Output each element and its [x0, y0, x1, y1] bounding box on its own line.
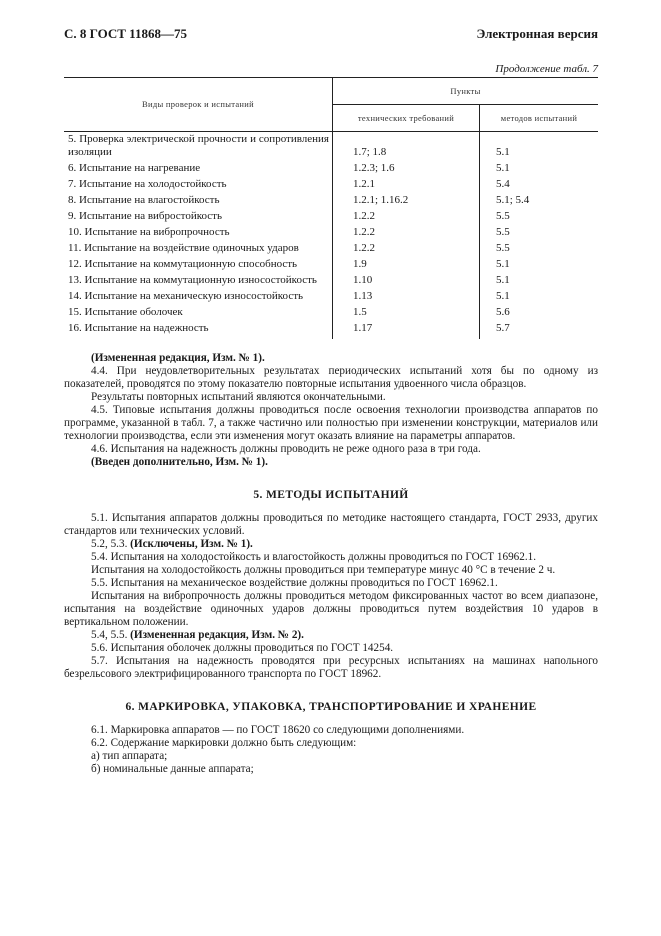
- paragraph-6-2: 6.2. Содержание маркировки должно быть следующим:: [91, 737, 357, 749]
- paragraph-4-4-b: Результаты повторных испытаний являются окончательными.: [91, 391, 386, 403]
- cell-tech-clause: 1.5: [333, 305, 480, 321]
- cell-tech-clause: 1.9: [333, 257, 480, 273]
- table-row: [64, 177, 598, 193]
- column-header-methods: методов испытаний: [480, 105, 599, 132]
- cell-tech-clause: 1.13: [333, 289, 480, 305]
- cell-tech-clause: 1.2.1: [333, 177, 480, 193]
- table-row: [64, 305, 598, 321]
- table-row: [64, 273, 598, 289]
- paragraph-5-6: 5.6. Испытания оболочек должны проводиться по ГОСТ 14254.: [91, 642, 394, 654]
- paragraph-4-5: 4.5. Типовые испытания должны проводиться после освоения технологии производства аппаратов по программе, указанной в табл. 7, а также частично или полностью при изменении конструкции, материалов или технологии производства, если эти изменения могут оказать влияние на параметры аппаратов.: [64, 404, 598, 442]
- paragraph-5-5: 5.5. Испытания на механическое воздействие должны проводиться по ГОСТ 16962.1.: [91, 577, 498, 589]
- table-caption: Продолжение табл. 7: [495, 63, 598, 75]
- cell-tech-clause: 1.2.3; 1.6: [333, 161, 480, 177]
- cell-method-clause: 5.1; 5.4: [496, 194, 530, 206]
- table-row: [64, 257, 598, 273]
- table-row: [64, 209, 598, 225]
- table-row: [64, 241, 598, 257]
- cell-tech-clause: 1.7; 1.8: [333, 132, 480, 162]
- amendment-note: (Измененная редакция, Изм. № 2).: [130, 629, 304, 641]
- paragraph-5-7: 5.7. Испытания на надежность проводятся при ресурсных испытаниях на машинах напольного безрельсового электрифицированного транспорта по ГОСТ 18962.: [64, 655, 598, 680]
- table-row: [64, 225, 598, 241]
- cell-method-clause: 5.1: [496, 258, 510, 270]
- table-row: [64, 321, 598, 339]
- table-row: [64, 193, 598, 209]
- cell-tech-clause: 1.2.2: [333, 225, 480, 241]
- cell-test-name: 10. Испытание на вибропрочность: [64, 225, 333, 241]
- cell-test-name: 12. Испытание на коммутационную способность: [64, 257, 333, 273]
- paragraph-5-4-5-5: [64, 629, 598, 642]
- list-item-b: б) номинальные данные аппарата;: [91, 763, 254, 775]
- cell-test-name: 5. Проверка электрической прочности и сопротивления изоляции: [64, 132, 333, 162]
- cell-tech-clause: 1.2.1; 1.16.2: [333, 193, 480, 209]
- cell-method-clause: 5.1: [496, 162, 510, 174]
- cell-tech-clause: 1.2.2: [333, 209, 480, 225]
- paragraph-5-2-5-3: [64, 538, 598, 551]
- cell-test-name: 13. Испытание на коммутационную износостойкость: [64, 273, 333, 289]
- cell-method-clause: 5.4: [496, 178, 510, 190]
- cell-test-name: 14. Испытание на механическую износостойкость: [64, 289, 333, 305]
- tests-table: [64, 77, 598, 339]
- section-heading-5: 5. МЕТОДЫ ИСПЫТАНИЙ: [253, 489, 409, 501]
- cell-method-clause: 5.5: [496, 242, 510, 254]
- section-heading-6: 6. МАРКИРОВКА, УПАКОВКА, ТРАНСПОРТИРОВАНИЕ И ХРАНЕНИЕ: [125, 701, 537, 713]
- cell-method-clause: 5.1: [496, 146, 510, 158]
- table-row: [64, 161, 598, 177]
- cell-test-name: 9. Испытание на вибростойкость: [64, 209, 333, 225]
- page-header-left: С. 8 ГОСТ 11868—75: [64, 26, 187, 41]
- document-body: [64, 352, 598, 776]
- cell-test-name: 8. Испытание на влагостойкость: [64, 193, 333, 209]
- cell-test-name: 15. Испытание оболочек: [64, 305, 333, 321]
- column-header-tech: технических требований: [333, 105, 480, 132]
- cell-method-clause: 5.6: [496, 306, 510, 318]
- amendment-note: (Введен дополнительно, Изм. № 1).: [91, 456, 268, 468]
- cell-method-clause: 5.7: [496, 322, 510, 334]
- table-row: [64, 289, 598, 305]
- page-header-right: Электронная версия: [476, 26, 598, 41]
- paragraph-5-4: 5.4. Испытания на холодостойкость и влагостойкость должны проводиться по ГОСТ 16962.1.: [91, 551, 537, 563]
- cell-method-clause: 5.5: [496, 226, 510, 238]
- amendment-note: (Измененная редакция, Изм. № 1).: [91, 352, 265, 364]
- paragraph-5-5-b: Испытания на вибропрочность должны проводиться методом фиксированных частот во всем диапазоне, испытания на воздействие одиночных ударов должны проводиться путем воздействия 10 ударов в вертикальном положении.: [64, 590, 598, 628]
- paragraph-4-6: 4.6. Испытания на надежность должны проводить не реже одного раза в три года.: [91, 443, 481, 455]
- cell-test-name: 16. Испытание на надежность: [64, 321, 333, 339]
- column-header-points: Пункты: [333, 78, 599, 105]
- paragraph-4-4: 4.4. При неудовлетворительных результатах периодических испытаний хотя бы по одному из показателей, проводятся по этому показателю повторные испытания удвоенного числа образцов.: [64, 365, 598, 390]
- table-row: [64, 132, 598, 162]
- cell-tech-clause: 1.10: [333, 273, 480, 289]
- cell-method-clause: 5.1: [496, 274, 510, 286]
- list-item-a: а) тип аппарата;: [91, 750, 168, 762]
- cell-test-name: 11. Испытание на воздействие одиночных ударов: [64, 241, 333, 257]
- paragraph-number: 5.2, 5.3.: [91, 538, 128, 550]
- paragraph-5-1: 5.1. Испытания аппаратов должны проводиться по методике настоящего стандарта, ГОСТ 2933, других стандартов или технических условий.: [64, 512, 598, 537]
- paragraph-number: 5.4, 5.5.: [91, 629, 128, 641]
- amendment-note: (Исключены, Изм. № 1).: [130, 538, 253, 550]
- paragraph-5-4-b: Испытания на холодостойкость должны проводиться при температуре минус 40 °С в течение 2 ч.: [91, 564, 556, 576]
- cell-test-name: 7. Испытание на холодостойкость: [64, 177, 333, 193]
- cell-test-name: 6. Испытание на нагревание: [64, 161, 333, 177]
- cell-method-clause: 5.5: [496, 210, 510, 222]
- cell-tech-clause: 1.17: [333, 321, 480, 339]
- cell-method-clause: 5.1: [496, 290, 510, 302]
- cell-tech-clause: 1.2.2: [333, 241, 480, 257]
- paragraph-6-1: 6.1. Маркировка аппаратов — по ГОСТ 18620 со следующими дополнениями.: [91, 724, 465, 736]
- column-header-types: Виды проверок и испытаний: [64, 78, 333, 132]
